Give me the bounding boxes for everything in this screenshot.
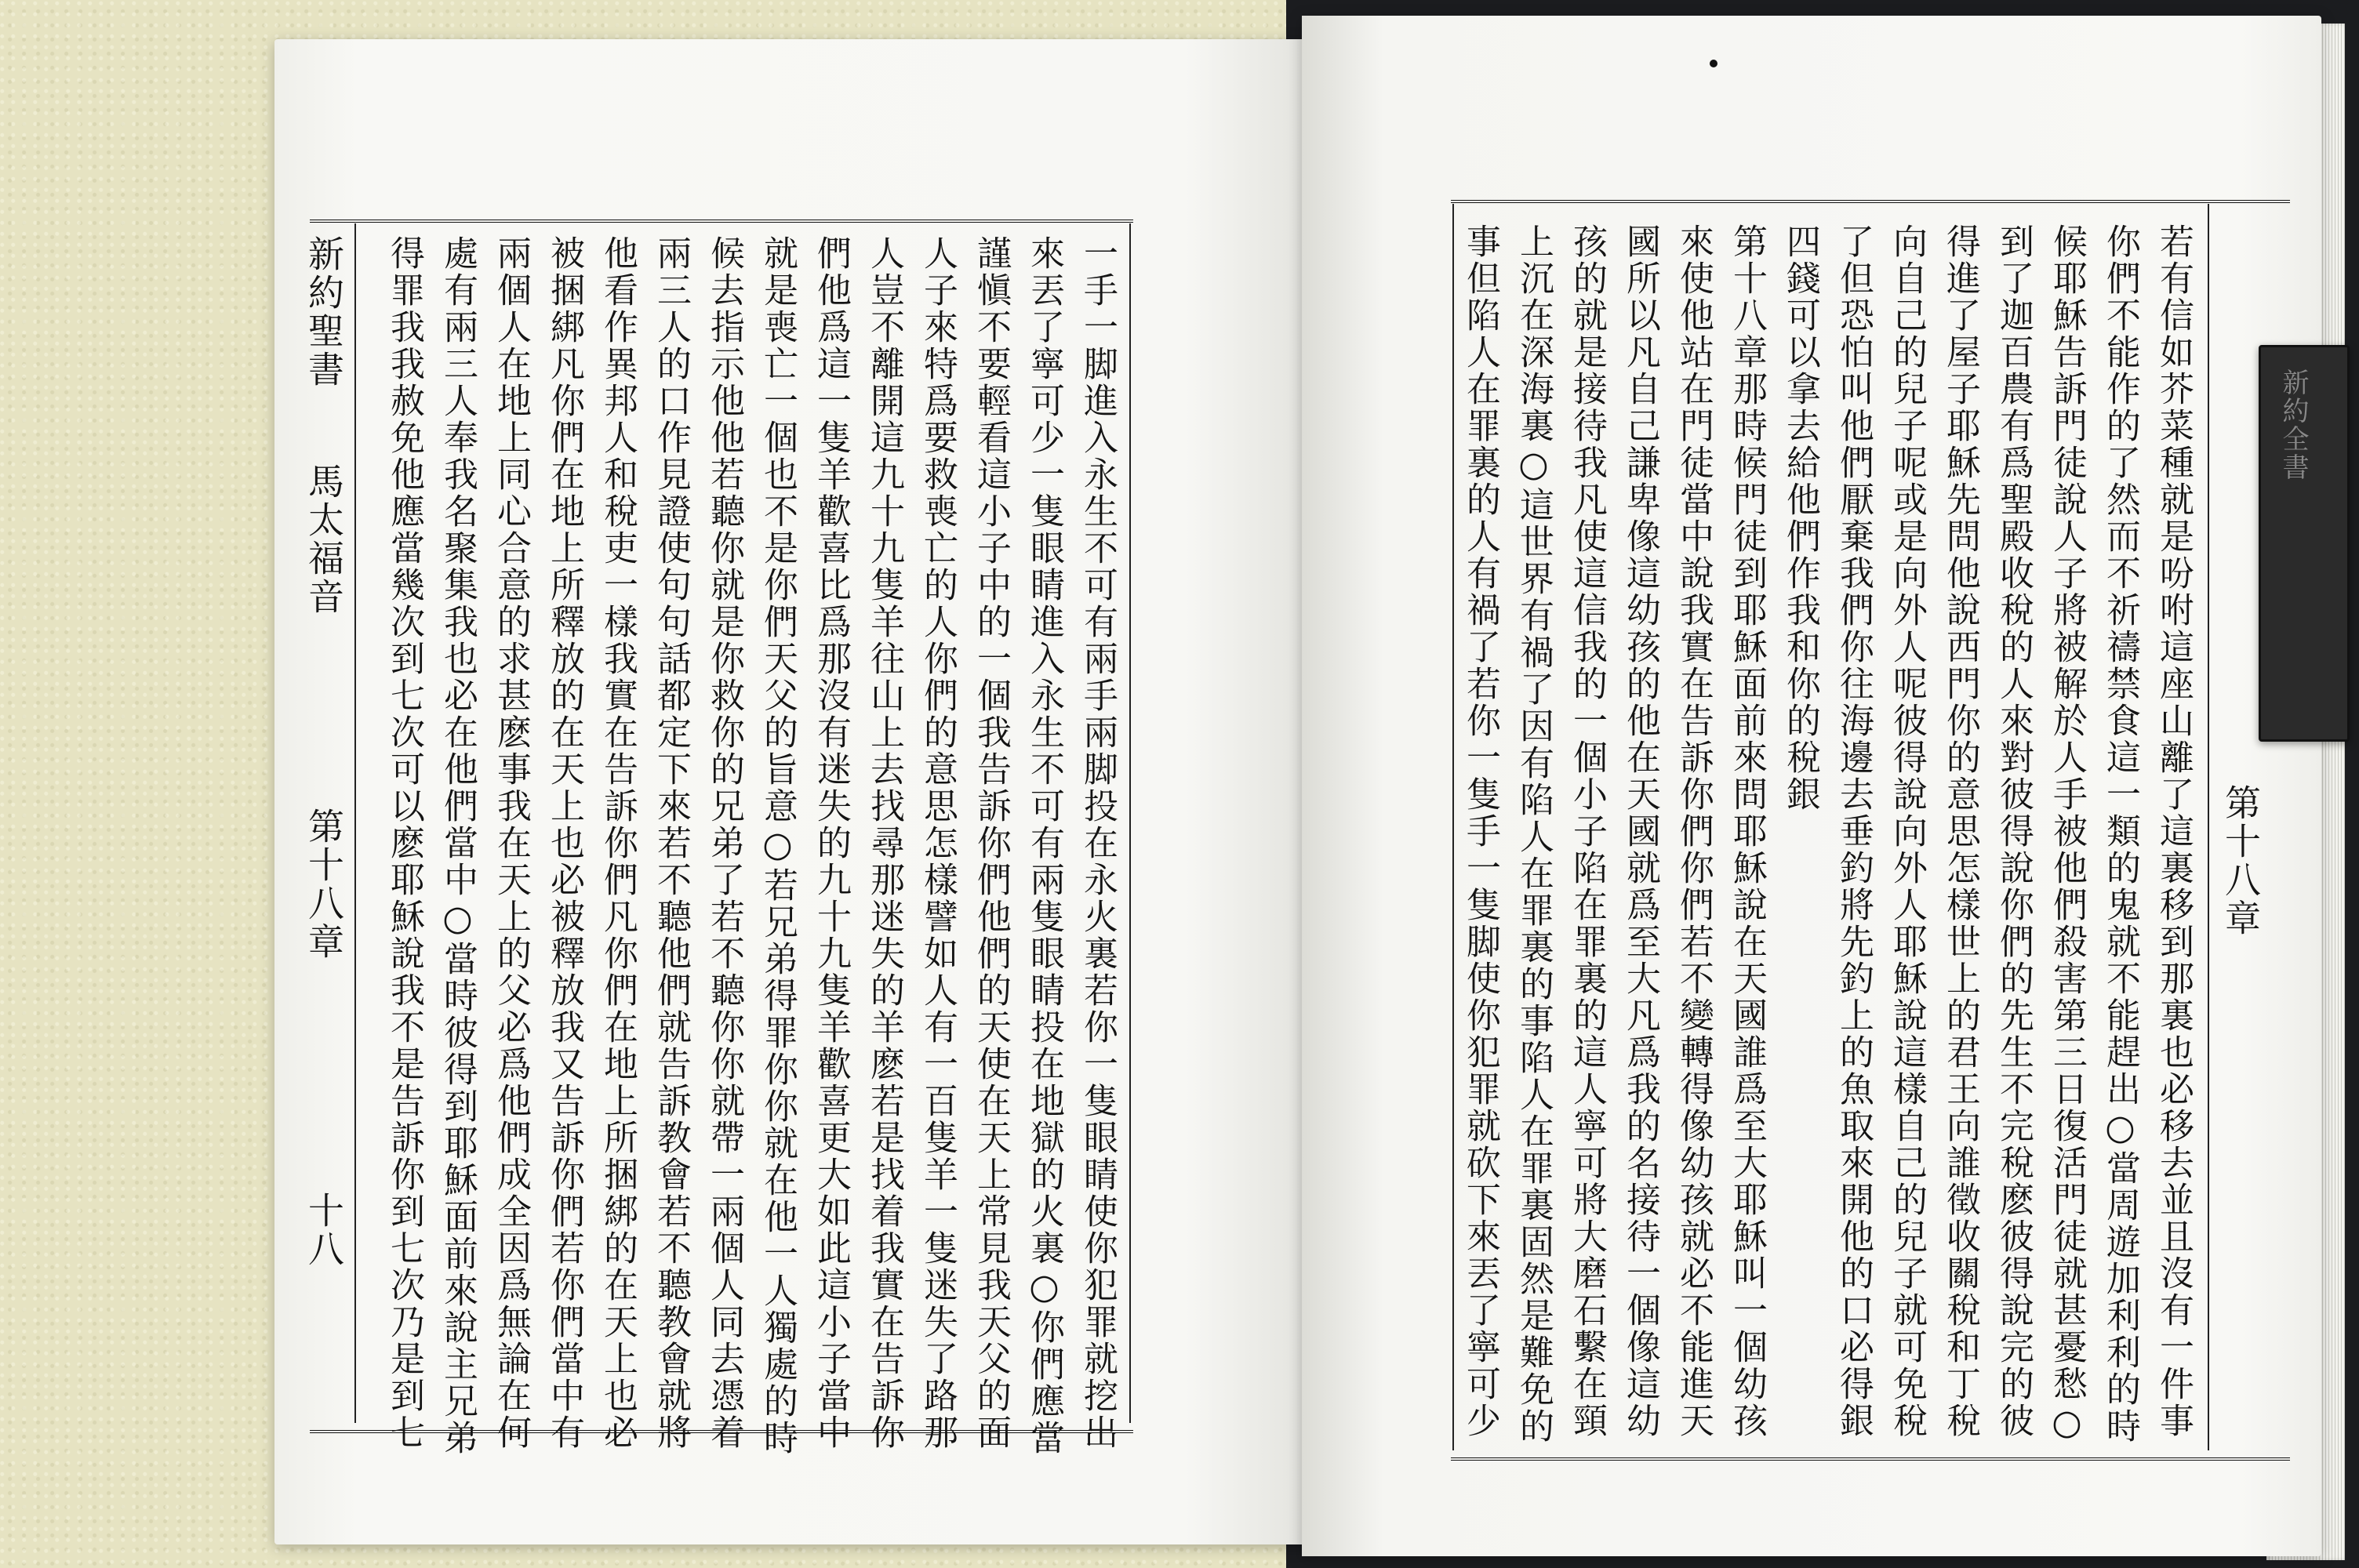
- right-column: 向自己的兒子呢或是向外人呢彼得說向外人耶穌說這樣自己的兒子就可免稅: [1887, 223, 1927, 1439]
- left-column: 處有兩三人奉我名聚集我也必在他們當中○當時彼得到耶穌面前來說主兄弟: [438, 235, 478, 1457]
- left-column: 兩個人在地上同心合意的求甚麽事我在天上的父必爲他們成全因爲無論在何: [491, 235, 531, 1451]
- right-header-rule: [2208, 204, 2209, 1450]
- left-column: 人豈不離開這九十九隻羊往山上去找尋那迷失的羊麽若是找着我實在告訴你: [864, 235, 904, 1451]
- right-column: 國所以凡自己謙卑像這幼孩的他在天國就爲至大凡爲我的名接待一個像這幼: [1620, 223, 1660, 1439]
- right-column: 若有信如芥菜種就是吩咐這座山離了這裏移到那裏也必移去並且沒有一件事: [2154, 223, 2194, 1439]
- bookmark-text: 新約全書: [2277, 368, 2309, 481]
- left-column: 得罪我我赦免他應當幾次到七次可以麽耶穌說我不是告訴你到七次乃是到七: [384, 235, 424, 1451]
- right-frame-left-rule: [1452, 204, 1454, 1450]
- right-column: 到了迦百農有爲聖殿收稅的人來對彼得說你們的先生不完稅麽彼得說完的彼: [1994, 223, 2034, 1439]
- left-column: 候去指示他他若聽你就是你救你的兄弟了若不聽你你就帶一兩個人同去憑着: [704, 235, 744, 1451]
- left-frame-right-rule: [1129, 223, 1131, 1423]
- left-column: 來丟了寧可少一隻眼睛進入永生不可有兩隻眼睛投在地獄的火裏○你們應當: [1024, 235, 1064, 1457]
- right-column: 候耶穌告訴門徒說人子將被解於人手被他們殺害第三日復活門徒就甚憂愁○: [2047, 223, 2087, 1445]
- left-column: 兩三人的口作見證使句句話都定下來若不聽他們就告訴教會若不聽教會就將: [651, 235, 691, 1451]
- right-column: 你們不能作的了然而不祈禱禁食這一類的鬼就不能趕出○當周遊加利利的時: [2100, 223, 2140, 1445]
- left-column: 被捆綁凡你們在地上所釋放的在天上也必被釋放我又告訴你們若你們當中有: [544, 235, 584, 1451]
- right-column: 上沉在深海裏○這世界有禍了因有陷人在罪裏的事陷人在罪裏固然是難免的: [1514, 223, 1554, 1445]
- left-header-rule: [354, 223, 356, 1423]
- ink-dot: [1710, 60, 1717, 67]
- right-column: 四錢可以拿去給他們作我和你的稅銀: [1780, 223, 1820, 813]
- left-column: 人子來特爲要救喪亡的人你們的意思怎樣譬如人有一百隻羊一隻迷失了路那: [918, 235, 958, 1451]
- right-column: 第十八章那時候門徒到耶穌面前來問耶穌說在天國誰爲至大耶穌叫一個幼孩: [1727, 223, 1767, 1439]
- left-page-number: 十八: [303, 1192, 345, 1269]
- right-column: 孩的就是接待我凡使這信我的一個小子陷在罪裏的這人寧可將大磨石繫在頸: [1567, 223, 1607, 1439]
- right-column: 了但恐怕叫他們厭棄我們你往海邊去垂釣將先釣上的魚取來開他的口必得銀: [1834, 223, 1874, 1439]
- left-book-title: 新約聖書: [303, 235, 345, 389]
- left-column: 他看作異邦人和稅吏一樣我實在告訴你們凡你們在地上所捆綁的在天上也必: [598, 235, 638, 1451]
- left-column: 一手一脚進入永生不可有兩手兩脚投在永火裏若你一隻眼睛使你犯罪就挖出: [1078, 235, 1118, 1451]
- left-column: 們他爲這一隻羊歡喜比爲那沒有迷失的九十九隻羊歡喜更大如此這小子當中: [811, 235, 851, 1451]
- left-column: 就是喪亡一個也不是你們天父的旨意○若兄弟得罪你你就在他一人獨處的時: [758, 235, 798, 1457]
- right-column: 來使他站在門徒當中說我實在告訴你們你們若不變轉得像幼孩就必不能進天: [1674, 223, 1714, 1439]
- left-chapter-label: 第十八章: [303, 808, 345, 961]
- left-book-name: 馬太福音: [303, 463, 345, 616]
- right-column: 得進了屋子耶穌先問他說西門你的意思怎樣世上的君王向誰徵收關稅和丁稅: [1940, 223, 1980, 1439]
- right-column: 事但陷人在罪裏的人有禍了若你一隻手一隻脚使你犯罪就砍下來丟了寧可少: [1460, 223, 1500, 1439]
- left-column: 謹愼不要輕看這小子中的一個我告訴你們他們的天使在天上常見我天父的面: [971, 235, 1011, 1451]
- right-chapter-label: 第十八章: [2219, 784, 2262, 938]
